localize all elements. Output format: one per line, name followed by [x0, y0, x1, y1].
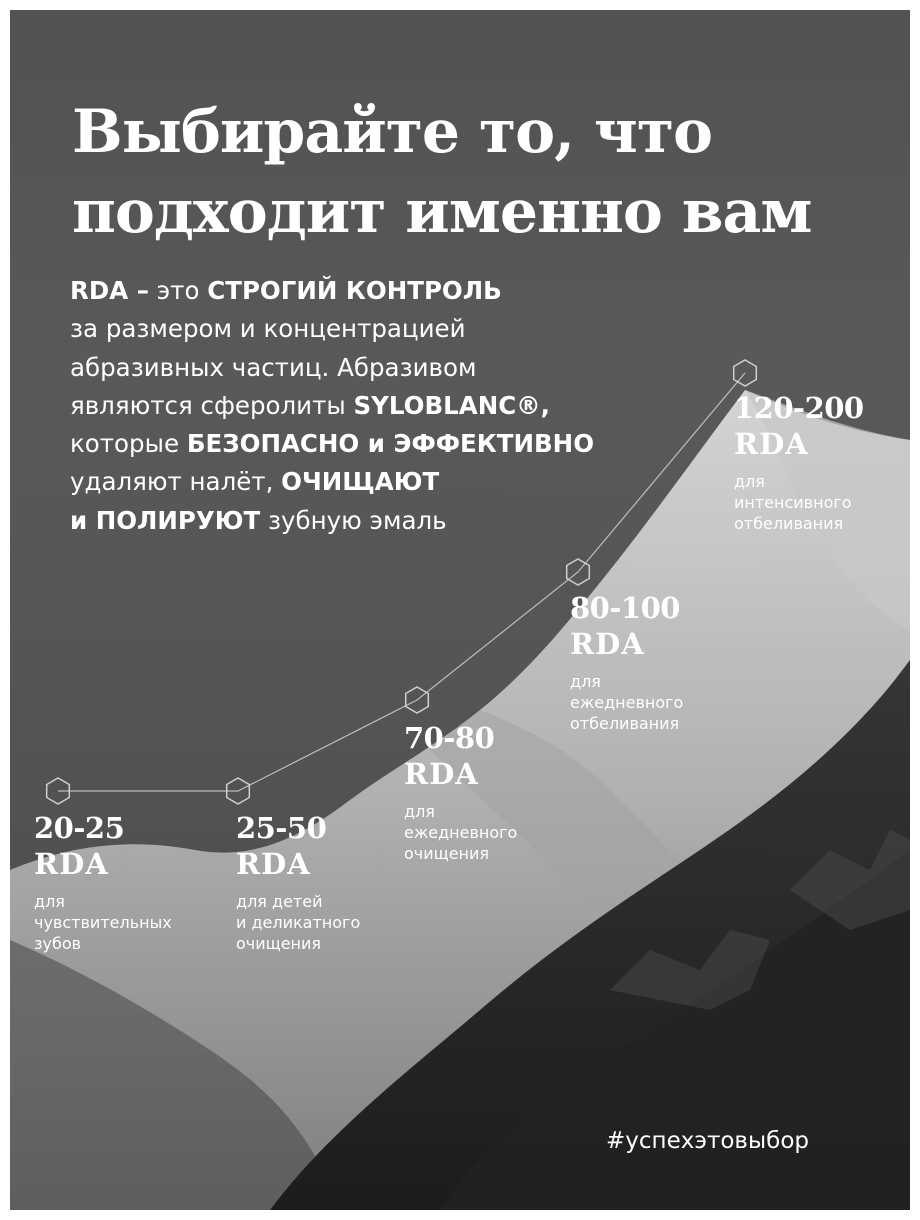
intro-text: абразивных частиц. Абразивом: [70, 352, 477, 382]
rda-level-2: [236, 810, 360, 954]
rda-unit: RDA: [734, 427, 809, 461]
rda-description: для интенсивного отбеливания: [734, 472, 852, 533]
rda-range: 70-80: [404, 721, 495, 755]
intro-text: это: [148, 276, 208, 305]
title-line-1: Выбирайте то, что: [72, 97, 713, 167]
rda-description: для детей и деликатного очищения: [236, 892, 361, 953]
rda-unit: RDA: [404, 757, 479, 791]
rda-description: для чувствительных зубов: [34, 892, 172, 953]
rda-range: 20-25: [34, 811, 125, 845]
rda-range: 25-50: [236, 811, 327, 845]
intro-text: являются сферолиты: [70, 390, 354, 420]
rda-range: 120-200: [734, 391, 864, 425]
intro-polish: и ПОЛИРУЮТ: [70, 505, 261, 535]
rda-range: 80-100: [570, 591, 680, 625]
rda-description: для ежедневного очищения: [404, 802, 518, 863]
intro-paragraph: [70, 272, 710, 540]
rda-level-1: [34, 810, 172, 954]
intro-text: зубную эмаль: [260, 505, 447, 535]
rda-description: для ежедневного отбеливания: [570, 672, 684, 733]
intro-text: удаляют налёт,: [70, 467, 282, 497]
rda-unit: RDA: [236, 847, 311, 881]
intro-safe-effective: БЕЗОПАСНО и ЭФФЕКТИВНО: [186, 429, 595, 459]
intro-clean: ОЧИЩАЮТ: [281, 467, 440, 497]
intro-rda: RDA –: [70, 276, 149, 305]
intro-syloblanc: SYLOBLANC®,: [353, 390, 550, 420]
intro-text: за размером и концентрацией: [70, 314, 466, 344]
rda-unit: RDA: [570, 627, 645, 661]
page-title: [72, 92, 872, 252]
poster: [10, 10, 910, 1210]
intro-text: которые: [70, 429, 187, 459]
title-line-2: подходит именно вам: [72, 177, 812, 247]
hashtag: #успехэтовыбор: [606, 1128, 809, 1154]
rda-unit: RDA: [34, 847, 109, 881]
rda-level-4: [570, 590, 683, 734]
intro-strict-control: СТРОГИЙ КОНТРОЛЬ: [207, 276, 502, 305]
rda-level-3: [404, 720, 517, 864]
rda-level-5: [734, 390, 864, 534]
